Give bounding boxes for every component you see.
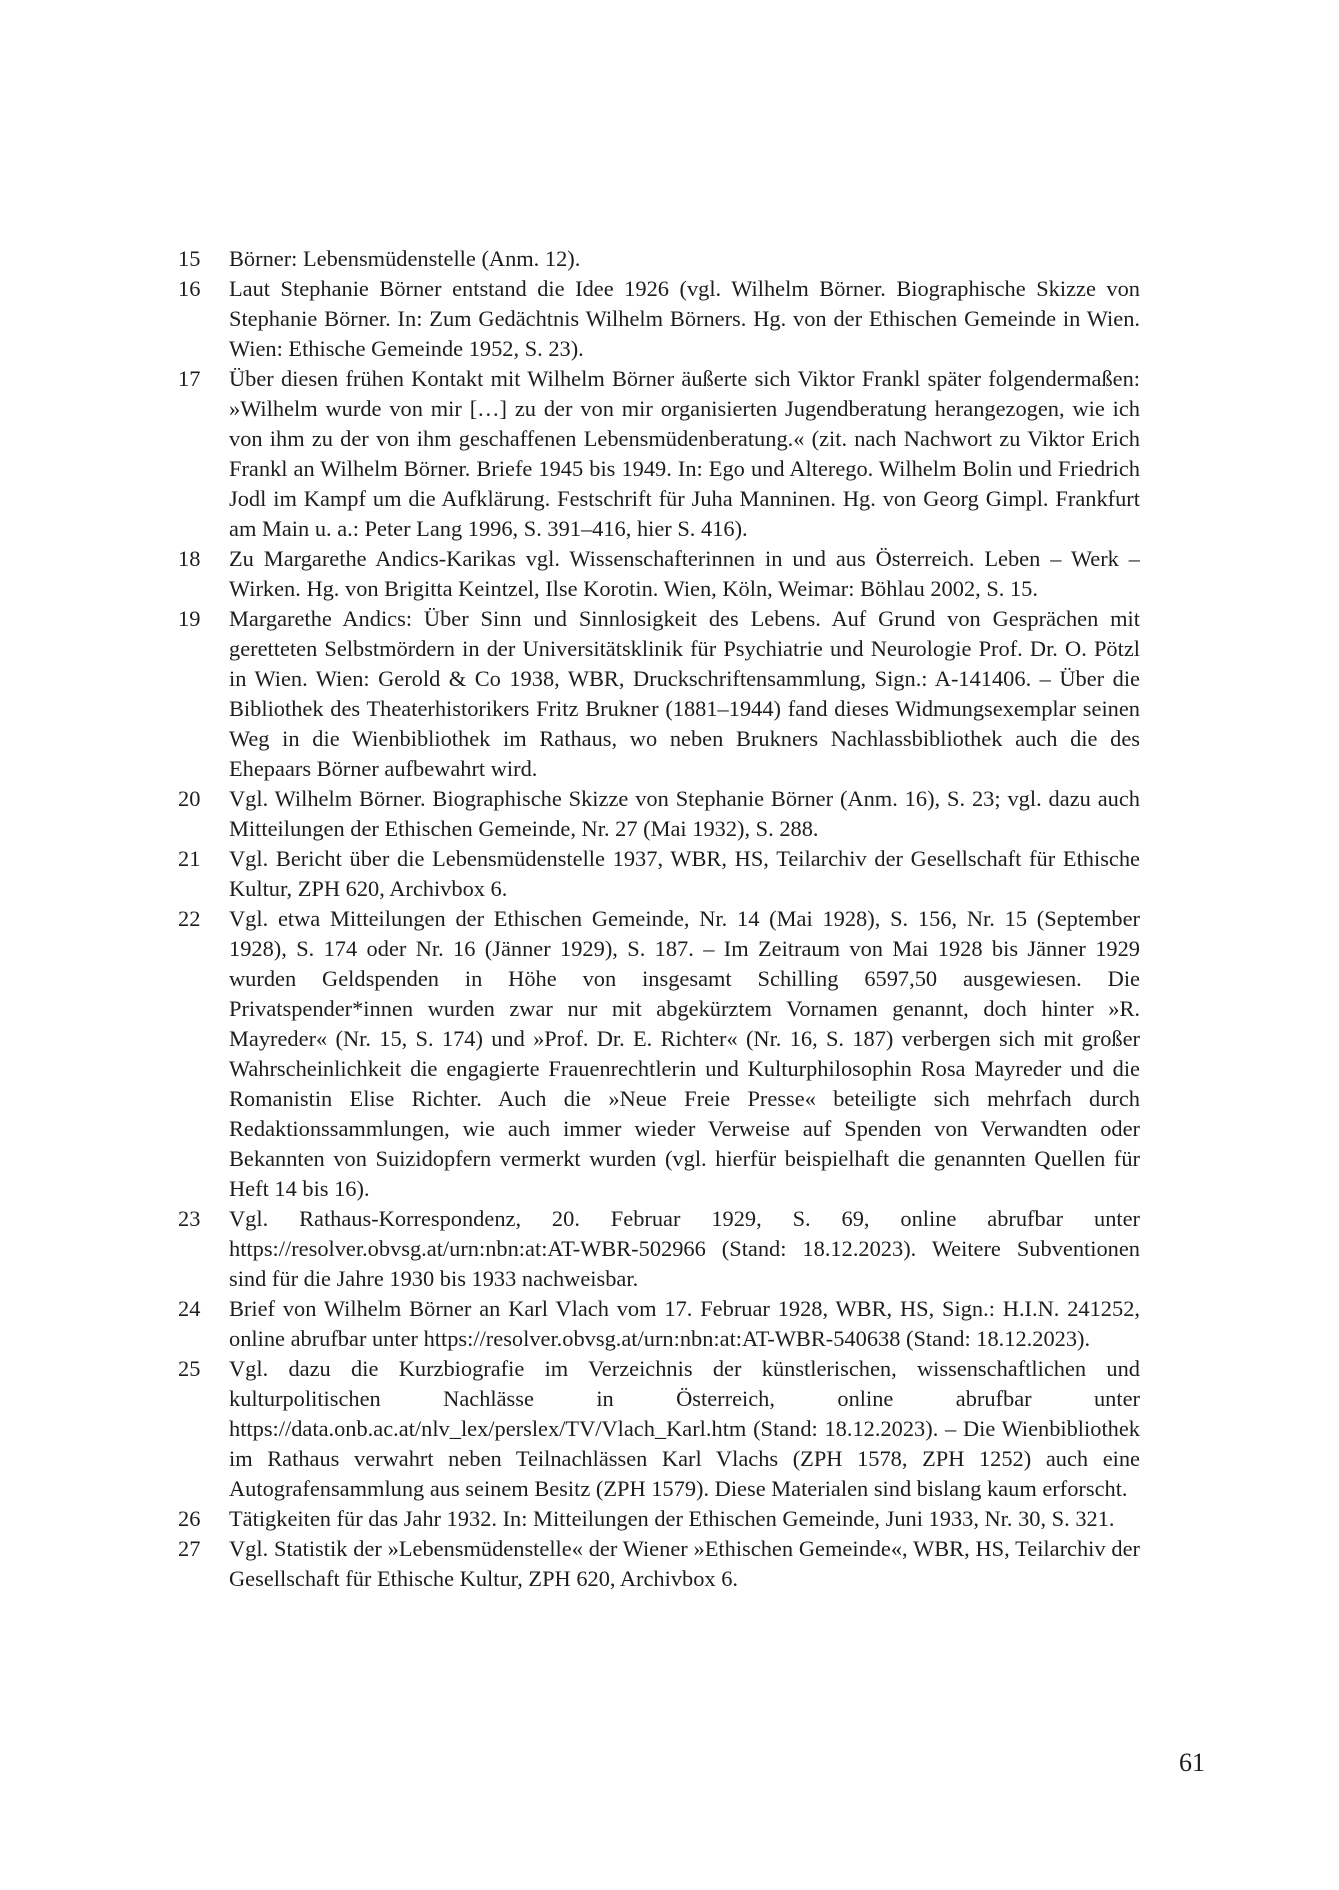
footnote <box>178 844 1140 904</box>
footnote <box>178 1504 1140 1534</box>
footnote-text: Zu Margarethe Andics-Karikas vgl. Wissenschafterinnen in und aus Österreich. Leben – Werk – Wirken. Hg. von Brigitta Keintzel, Ilse Korotin. Wien, Köln, Weimar: Böhlau 2002, S. 15. <box>229 546 1140 601</box>
footnote-text: Vgl. Statistik der »Lebensmüdenstelle« der Wiener »Ethischen Gemeinde«, WBR, HS, Teilarchiv der Gesellschaft für Ethische Kultur, ZPH 620, Archivbox 6. <box>229 1536 1140 1591</box>
footnote-text: Börner: Lebensmüdenstelle (Anm. 12). <box>229 246 581 271</box>
footnote-number: 19 <box>178 606 201 631</box>
footnote <box>178 1204 1140 1294</box>
footnote-text: Über diesen frühen Kontakt mit Wilhelm Börner äußerte sich Viktor Frankl später folgendermaßen: »Wilhelm wurde von mir […] zu der von mir organisierten Jugendberatung herangezogen, wie ich von ihm zu der von ihm geschaffenen Lebensmüdenberatung.« (zit. nach Nachwort zu Viktor Erich Frankl an Wilhelm Börner. Briefe 1945 bis 1949. In: Ego und Alterego. Wilhelm Bolin und Friedrich Jodl im Kampf um die Aufklärung. Festschrift für Juha Manninen. Hg. von Georg Gimpl. Frankfurt am Main u. a.: Peter Lang 1996, S. 391–416, hier S. 416). <box>229 366 1140 541</box>
footnote-number: 17 <box>178 366 201 391</box>
footnote-number: 24 <box>178 1296 201 1321</box>
footnote-number: 15 <box>178 246 201 271</box>
footnote-number: 20 <box>178 786 201 811</box>
footnote-number: 25 <box>178 1356 201 1381</box>
footnote-text: Laut Stephanie Börner entstand die Idee 1926 (vgl. Wilhelm Börner. Biographische Skizze von Stephanie Börner. In: Zum Gedächtnis Wilhelm Börners. Hg. von der Ethischen Gemeinde in Wien. Wien: Ethische Gemeinde 1952, S. 23). <box>229 276 1140 361</box>
footnote-text: Vgl. Rathaus-Korrespondenz, 20. Februar 1929, S. 69, online abrufbar unter https://resolver.obvsg.at/urn:nbn:at:AT-WBR-502966 (Stand: 18.12.2023). Weitere Subventionen sind für die Jahre 1930 bis 1933 nachweisbar. <box>229 1206 1140 1291</box>
footnote <box>178 274 1140 364</box>
footnote-number: 26 <box>178 1506 201 1531</box>
footnote-text: Margarethe Andics: Über Sinn und Sinnlosigkeit des Lebens. Auf Grund von Gesprächen mit geretteten Selbstmördern in der Universitätsklinik für Psychiatrie und Neurologie Prof. Dr. O. Pötzl in Wien. Wien: Gerold & Co 1938, WBR, Druckschriftensammlung, Sign.: A-141406. – Über die Bibliothek des Theaterhistorikers Fritz Brukner (1881–1944) fand dieses Widmungsexemplar seinen Weg in die Wienbibliothek im Rathaus, wo neben Brukners Nachlassbibliothek auch die des Ehepaars Börner aufbewahrt wird. <box>229 606 1140 781</box>
footnotes-list <box>178 244 1140 1594</box>
page-number: 61 <box>1179 1748 1205 1777</box>
footnote <box>178 1354 1140 1504</box>
footnote-text: Brief von Wilhelm Börner an Karl Vlach vom 17. Februar 1928, WBR, HS, Sign.: H.I.N. 241252, online abrufbar unter https://resolver.obvsg.at/urn:nbn:at:AT-WBR-540638 (Stand: 18.12.2023). <box>229 1296 1140 1351</box>
footnote-text: Vgl. dazu die Kurzbiografie im Verzeichnis der künstlerischen, wissenschaftlichen und kulturpolitischen Nachlässe in Österreich, online abrufbar unter https://data.onb.ac.at/nlv_lex/perslex/TV/Vlach_Karl.htm (Stand: 18.12.2023). – Die Wienbibliothek im Rathaus verwahrt neben Teilnachlässen Karl Vlachs (ZPH 1578, ZPH 1252) auch eine Autografensammlung aus seinem Besitz (ZPH 1579). Diese Materialen sind bislang kaum erforscht. <box>229 1356 1140 1501</box>
footnote <box>178 784 1140 844</box>
footnote <box>178 904 1140 1204</box>
footnote-number: 18 <box>178 546 201 571</box>
footnote <box>178 244 1140 274</box>
footnote <box>178 544 1140 604</box>
footnote-text: Tätigkeiten für das Jahr 1932. In: Mitteilungen der Ethischen Gemeinde, Juni 1933, Nr. 30, S. 321. <box>229 1506 1115 1531</box>
footnote-number: 23 <box>178 1206 201 1231</box>
footnote-number: 27 <box>178 1536 201 1561</box>
footnote-number: 16 <box>178 276 201 301</box>
footnote-text: Vgl. Bericht über die Lebensmüdenstelle 1937, WBR, HS, Teilarchiv der Gesellschaft für Ethische Kultur, ZPH 620, Archivbox 6. <box>229 846 1140 901</box>
footnote <box>178 604 1140 784</box>
footnote <box>178 364 1140 544</box>
footnote-number: 22 <box>178 906 201 931</box>
footnote <box>178 1534 1140 1594</box>
footnote <box>178 1294 1140 1354</box>
footnote-number: 21 <box>178 846 201 871</box>
footnote-text: Vgl. etwa Mitteilungen der Ethischen Gemeinde, Nr. 14 (Mai 1928), S. 156, Nr. 15 (September 1928), S. 174 oder Nr. 16 (Jänner 1929), S. 187. – Im Zeitraum von Mai 1928 bis Jänner 1929 wurden Geldspenden in Höhe von insgesamt Schilling 6597,50 ausgewiesen. Die Privatspender*innen wurden zwar nur mit abgekürztem Vornamen genannt, doch hinter »R. Mayreder« (Nr. 15, S. 174) und »Prof. Dr. E. Richter« (Nr. 16, S. 187) verbergen sich mit großer Wahrscheinlichkeit die engagierte Frauenrechtlerin und Kulturphilosophin Rosa Mayreder und die Romanistin Elise Richter. Auch die »Neue Freie Presse« beteiligte sich mehrfach durch Redaktionssammlungen, wie auch immer wieder Verweise auf Spenden von Verwandten oder Bekannten von Suizidopfern vermerkt wurden (vgl. hierfür beispielhaft die genannten Quellen für Heft 14 bis 16). <box>229 906 1140 1201</box>
footnote-text: Vgl. Wilhelm Börner. Biographische Skizze von Stephanie Börner (Anm. 16), S. 23; vgl. dazu auch Mitteilungen der Ethischen Gemeinde, Nr. 27 (Mai 1932), S. 288. <box>229 786 1140 841</box>
